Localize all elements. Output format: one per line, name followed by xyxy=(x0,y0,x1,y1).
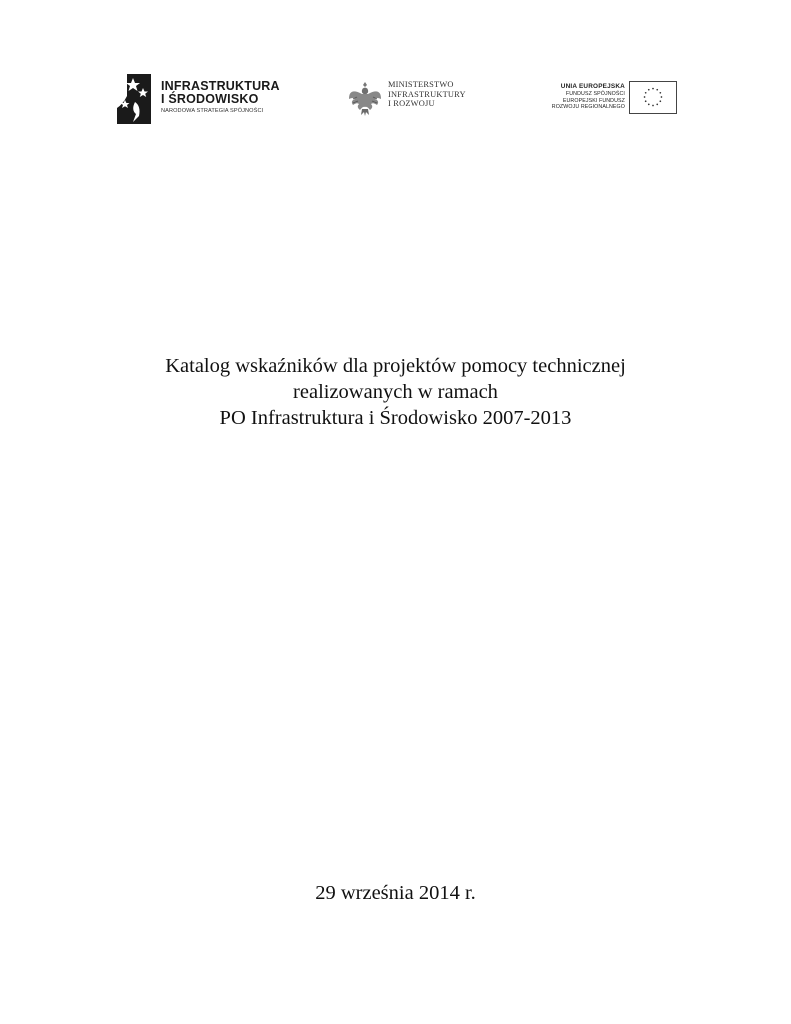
title-line-1: Katalog wskaźników dla projektów pomocy technicznej xyxy=(165,355,626,377)
eu-flag-icon xyxy=(629,81,677,114)
logo-header xyxy=(0,0,791,140)
logo-is-line3: NARODOWA STRATEGIA SPÓJNOŚCI xyxy=(161,108,264,114)
title-line-2: realizowanych w ramach xyxy=(293,381,498,403)
document-title xyxy=(0,353,791,431)
infrastruktura-srodowisko-logo xyxy=(113,72,288,128)
title-line-3: PO Infrastruktura i Środowisko 2007-2013 xyxy=(219,407,572,429)
logo-min-line1: MINISTERSTWO xyxy=(388,80,454,89)
logo-min-line3: I ROZWOJU xyxy=(388,99,435,109)
logo-eu-line4: ROZWOJU REGIONALNEGO xyxy=(551,104,625,111)
star-person-icon xyxy=(113,72,155,126)
ministerstwo-logo xyxy=(347,77,482,121)
logo-eu-line2: FUNDUSZ SPÓJNOŚCI xyxy=(565,91,625,97)
logo-eu-line3: EUROPEJSKI FUNDUSZ xyxy=(562,97,625,104)
unia-europejska-logo xyxy=(539,80,681,118)
logo-eu-line1: UNIA EUROPEJSKA xyxy=(560,83,625,90)
logo-min-line2: INFRASTRUKTURY xyxy=(388,89,466,99)
logo-is-line1: INFRASTRUKTURA xyxy=(161,79,280,93)
document-date: 29 września 2014 r. xyxy=(315,882,476,904)
polish-eagle-icon xyxy=(347,79,383,117)
logo-is-line2: I ŚRODOWISKO xyxy=(161,92,259,106)
